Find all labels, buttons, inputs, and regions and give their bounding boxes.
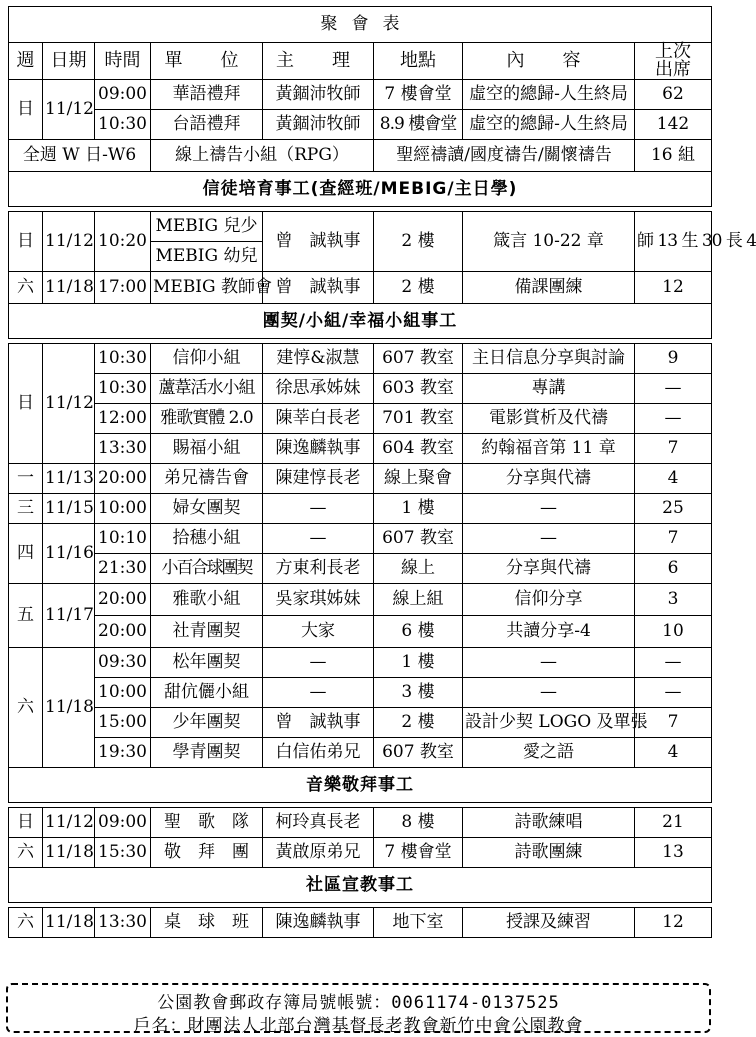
table-row xyxy=(9,404,712,434)
date-cell: 11/16 xyxy=(43,524,95,584)
attendance-cell: 7 xyxy=(635,434,712,464)
table-row xyxy=(9,374,712,404)
table-row xyxy=(9,494,712,524)
table-row xyxy=(9,140,712,172)
unit-cell: 線上禱告小組（RPG） xyxy=(151,140,374,172)
unit-cell: 桌 球 班 xyxy=(151,908,263,938)
attendance-cell: 9 xyxy=(635,344,712,374)
attendance-cell: 13 xyxy=(635,838,712,868)
unit-cell: 甜伉儷小組 xyxy=(151,678,263,708)
time-cell: 09:30 xyxy=(95,648,151,678)
time-cell: 15:00 xyxy=(95,708,151,738)
content-cell: 分享與代禱 xyxy=(463,554,635,584)
table-row xyxy=(9,808,712,838)
postal-account-line: 公園教會郵政存簿局號帳號：0061174-0137525 xyxy=(157,993,560,1013)
content-cell: 箴言 10-22 章 xyxy=(463,212,635,272)
time-cell: 20:00 xyxy=(95,616,151,648)
date-cell: 11/17 xyxy=(43,584,95,648)
time-cell: 20:00 xyxy=(95,464,151,494)
attendance-cell: 142 xyxy=(635,110,712,140)
host-cell: 黃錮沛牧師 xyxy=(263,80,374,110)
day-cell: 六 xyxy=(9,272,43,304)
host-cell: 柯玲真長老 xyxy=(263,808,374,838)
date-cell: 11/18 xyxy=(43,908,95,938)
host-cell: 曾 誠執事 xyxy=(263,272,374,304)
day-cell: 日 xyxy=(9,344,43,464)
day-cell: 六 xyxy=(9,648,43,768)
day-cell: 日 xyxy=(9,80,43,140)
content-cell: 電影賞析及代禱 xyxy=(463,404,635,434)
host-cell: — xyxy=(263,678,374,708)
table-row xyxy=(9,838,712,868)
date-cell: 11/12 xyxy=(43,212,95,272)
attendance-cell: — xyxy=(635,404,712,434)
date-cell: 11/13 xyxy=(43,464,95,494)
attendance-cell: 10 xyxy=(635,616,712,648)
time-cell: 13:30 xyxy=(95,434,151,464)
place-cell: 線上 xyxy=(374,554,463,584)
donation-account-box xyxy=(6,983,711,1036)
place-cell: 1 樓 xyxy=(374,494,463,524)
account-name-line: 戶名：財團法人北部台灣基督長老教會新竹中會公園教會 xyxy=(133,1016,584,1036)
date-cell: 11/12 xyxy=(43,80,95,140)
schedule-table xyxy=(8,6,756,938)
content-cell: 主日信息分享與討論 xyxy=(463,344,635,374)
unit-cell: 小百合球團契 xyxy=(151,554,263,584)
content-cell: 約翰福音第 11 章 xyxy=(463,434,635,464)
time-cell: 10:20 xyxy=(95,212,151,272)
content-cell: 備課團練 xyxy=(463,272,635,304)
time-cell: 10:30 xyxy=(95,374,151,404)
attendance-cell: 師 13 生 30 長 4 xyxy=(635,212,712,272)
content-cell: 授課及練習 xyxy=(463,908,635,938)
host-cell: 陳建惇長老 xyxy=(263,464,374,494)
host-cell: 曾 誠執事 xyxy=(263,708,374,738)
place-cell: 1 樓 xyxy=(374,648,463,678)
table-row xyxy=(9,434,712,464)
page-title: 聚會表 xyxy=(9,7,712,43)
host-cell: 徐思承姊妹 xyxy=(263,374,374,404)
date-cell: 11/18 xyxy=(43,648,95,768)
host-cell: 白信佑弟兄 xyxy=(263,738,374,768)
content-cell: — xyxy=(463,678,635,708)
host-cell: 吳家琪姊妹 xyxy=(263,584,374,616)
content-cell: 專講 xyxy=(463,374,635,404)
time-cell: 10:00 xyxy=(95,678,151,708)
time-cell: 15:30 xyxy=(95,838,151,868)
place-cell: 7 樓會堂 xyxy=(374,80,463,110)
unit-cell: 聖 歌 隊 xyxy=(151,808,263,838)
host-cell: 陳莘白長老 xyxy=(263,404,374,434)
content-cell: 信仰分享 xyxy=(463,584,635,616)
content-cell: 詩歌練唱 xyxy=(463,808,635,838)
date-cell: 11/12 xyxy=(43,344,95,464)
attendance-cell: 7 xyxy=(635,524,712,554)
unit-cell: 台語禮拜 xyxy=(151,110,263,140)
place-cell: 603 教室 xyxy=(374,374,463,404)
table-row xyxy=(9,738,712,768)
place-cell: 2 樓 xyxy=(374,708,463,738)
table-row xyxy=(9,648,712,678)
time-cell: 17:00 xyxy=(95,272,151,304)
host-cell: 陳逸麟執事 xyxy=(263,434,374,464)
section-heading-mission: 社區宣教事工 xyxy=(9,868,712,903)
day-cell: 六 xyxy=(9,908,43,938)
time-cell: 10:30 xyxy=(95,110,151,140)
section-heading-music: 音樂敬拜事工 xyxy=(9,768,712,803)
place-cell: 604 教室 xyxy=(374,434,463,464)
attendance-cell: 21 xyxy=(635,808,712,838)
section-heading-education: 信徒培育事工(查經班/MEBIG/主日學) xyxy=(9,172,712,207)
attendance-cell: 62 xyxy=(635,80,712,110)
attendance-cell: — xyxy=(635,648,712,678)
content-cell: 共讀分享-4 xyxy=(463,616,635,648)
content-cell: 愛之語 xyxy=(463,738,635,768)
place-cell: 線上組 xyxy=(374,584,463,616)
attendance-cell: 12 xyxy=(635,272,712,304)
content-cell: 詩歌團練 xyxy=(463,838,635,868)
header-host: 主 理 xyxy=(263,43,374,80)
time-cell: 19:30 xyxy=(95,738,151,768)
host-cell: 曾 誠執事 xyxy=(263,212,374,272)
unit-cell: 信仰小組 xyxy=(151,344,263,374)
attendance-cell: 7 xyxy=(635,708,712,738)
content-cell: — xyxy=(463,648,635,678)
weekly-when-cell: 全週 W 日-W6 xyxy=(9,140,151,172)
time-cell: 09:00 xyxy=(95,80,151,110)
place-cell: 8.9 樓會堂 xyxy=(374,110,463,140)
unit-cell: 蘆葦活水小組 xyxy=(151,374,263,404)
day-cell: 日 xyxy=(9,212,43,272)
attendance-cell: 6 xyxy=(635,554,712,584)
content-cell: 設計少契 LOGO 及單張 xyxy=(463,708,635,738)
unit-cell: 拾穗小組 xyxy=(151,524,263,554)
host-cell: 陳逸麟執事 xyxy=(263,908,374,938)
unit-cell: MEBIG 教師會 xyxy=(151,272,263,304)
header-unit: 單 位 xyxy=(151,43,263,80)
content-cell: 聖經禱讀/國度禱告/關懷禱告 xyxy=(374,140,635,172)
place-cell: 607 教室 xyxy=(374,738,463,768)
place-cell: 線上聚會 xyxy=(374,464,463,494)
section-heading-fellowship: 團契/小組/幸福小組事工 xyxy=(9,304,712,339)
header-place: 地點 xyxy=(374,43,463,80)
day-cell: 四 xyxy=(9,524,43,584)
table-row xyxy=(9,524,712,554)
time-cell: 10:10 xyxy=(95,524,151,554)
table-row xyxy=(9,708,712,738)
attendance-cell: 4 xyxy=(635,464,712,494)
host-cell: 黃錮沛牧師 xyxy=(263,110,374,140)
place-cell: 701 教室 xyxy=(374,404,463,434)
table-row xyxy=(9,554,712,584)
content-cell: — xyxy=(463,524,635,554)
table-row xyxy=(9,464,712,494)
place-cell: 2 樓 xyxy=(374,272,463,304)
host-cell: 黃啟原弟兄 xyxy=(263,838,374,868)
time-cell: 10:00 xyxy=(95,494,151,524)
header-date: 日期 xyxy=(43,43,95,80)
time-cell: 20:00 xyxy=(95,584,151,616)
table-row xyxy=(9,272,712,304)
unit-cell: 雅歌小組 xyxy=(151,584,263,616)
day-cell: 三 xyxy=(9,494,43,524)
host-cell: — xyxy=(263,524,374,554)
unit-cell: MEBIG 兒少 xyxy=(151,212,263,242)
table-row xyxy=(9,584,712,616)
time-cell: 13:30 xyxy=(95,908,151,938)
place-cell: 2 樓 xyxy=(374,212,463,272)
attendance-cell: 16 組 xyxy=(635,140,712,172)
table-row xyxy=(9,616,712,648)
unit-cell: 松年團契 xyxy=(151,648,263,678)
table-row xyxy=(9,344,712,374)
table-row xyxy=(9,908,712,938)
unit-cell: 弟兄禱告會 xyxy=(151,464,263,494)
place-cell: 8 樓 xyxy=(374,808,463,838)
place-cell: 7 樓會堂 xyxy=(374,838,463,868)
content-cell: — xyxy=(463,494,635,524)
attendance-cell: 12 xyxy=(635,908,712,938)
host-cell: 建惇&淑慧 xyxy=(263,344,374,374)
table-row xyxy=(9,110,712,140)
time-cell: 12:00 xyxy=(95,404,151,434)
unit-cell: 學青團契 xyxy=(151,738,263,768)
content-cell: 虛空的總歸-人生終局 xyxy=(463,110,635,140)
place-cell: 6 樓 xyxy=(374,616,463,648)
attendance-cell: 4 xyxy=(635,738,712,768)
attendance-cell: — xyxy=(635,374,712,404)
header-row xyxy=(9,43,712,80)
unit-cell: 華語禮拜 xyxy=(151,80,263,110)
place-cell: 3 樓 xyxy=(374,678,463,708)
attendance-cell: 3 xyxy=(635,584,712,616)
host-cell: 方東利長老 xyxy=(263,554,374,584)
header-time: 時間 xyxy=(95,43,151,80)
day-cell: 六 xyxy=(9,838,43,868)
header-content: 內 容 xyxy=(463,43,635,80)
table-row xyxy=(9,80,712,110)
table-row xyxy=(9,678,712,708)
date-cell: 11/18 xyxy=(43,272,95,304)
content-cell: 分享與代禱 xyxy=(463,464,635,494)
day-cell: 一 xyxy=(9,464,43,494)
unit-cell: 賜福小組 xyxy=(151,434,263,464)
content-cell: 虛空的總歸-人生終局 xyxy=(463,80,635,110)
day-cell: 日 xyxy=(9,808,43,838)
attendance-cell: 25 xyxy=(635,494,712,524)
host-cell: — xyxy=(263,494,374,524)
header-last-attendance: 上次 出席 xyxy=(635,43,712,80)
day-cell: 五 xyxy=(9,584,43,648)
host-cell: — xyxy=(263,648,374,678)
date-cell: 11/12 xyxy=(43,808,95,838)
time-cell: 21:30 xyxy=(95,554,151,584)
date-cell: 11/15 xyxy=(43,494,95,524)
place-cell: 607 教室 xyxy=(374,344,463,374)
unit-cell: MEBIG 幼兒 xyxy=(151,242,263,272)
unit-cell: 敬 拜 團 xyxy=(151,838,263,868)
unit-cell: 雅歌實體 2.0 xyxy=(151,404,263,434)
place-cell: 607 教室 xyxy=(374,524,463,554)
unit-cell: 少年團契 xyxy=(151,708,263,738)
unit-cell: 婦女團契 xyxy=(151,494,263,524)
table-row xyxy=(9,212,712,242)
date-cell: 11/18 xyxy=(43,838,95,868)
time-cell: 10:30 xyxy=(95,344,151,374)
unit-cell: 社青團契 xyxy=(151,616,263,648)
place-cell: 地下室 xyxy=(374,908,463,938)
host-cell: 大家 xyxy=(263,616,374,648)
header-week: 週 xyxy=(9,43,43,80)
attendance-cell: — xyxy=(635,678,712,708)
time-cell: 09:00 xyxy=(95,808,151,838)
